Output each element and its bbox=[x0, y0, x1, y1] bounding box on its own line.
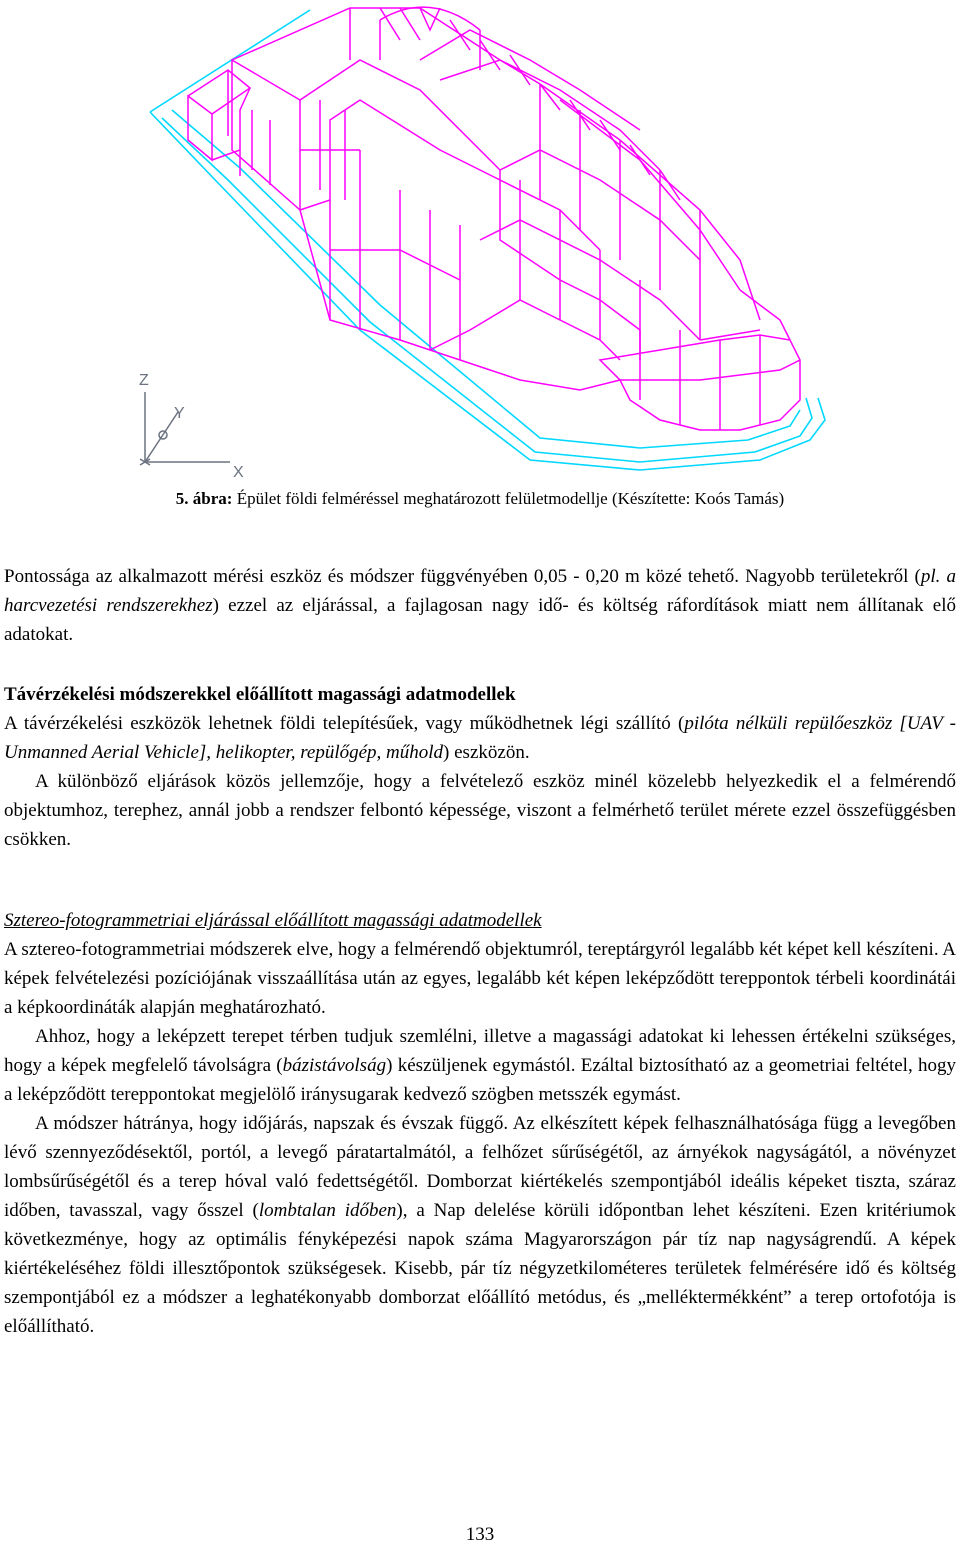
intro-text-2: ) ezzel az eljárással, a fajlagosan nagy idő- és költség ráfordítások miatt nem állítanak elő adatokat. bbox=[4, 595, 956, 645]
section-stereo-photogrammetry bbox=[4, 906, 956, 1341]
figure-caption-label: 5. ábra: bbox=[175, 489, 233, 508]
section2-paragraph-3 bbox=[4, 1109, 956, 1341]
intro-paragraph bbox=[4, 562, 956, 649]
s1p1-text-1: A távérzékelési eszközök lehetnek földi telepítésűek, vagy működhetnek légi szállító ( bbox=[4, 713, 685, 734]
section1-paragraph-1 bbox=[4, 709, 956, 767]
section2-paragraph-2 bbox=[4, 1022, 956, 1109]
intro-block bbox=[4, 562, 956, 649]
s1p1-italic: pilóta nélküli repülőeszköz [UAV - Unmanned Aerial Vehicle], helikopter, repülőgép, műhold bbox=[4, 713, 956, 763]
intro-text-1: Pontossága az alkalmazott mérési eszköz és módszer függvényében 0,05 - 0,20 m közé tehető. Nagyobb területekről ( bbox=[4, 566, 921, 587]
section-heading-stereo: Sztereo-fotogrammetriai eljárással előállított magassági adatmodellek bbox=[4, 910, 542, 931]
section-remote-sensing bbox=[4, 680, 956, 854]
s2p2-italic: bázistávolság bbox=[282, 1055, 387, 1076]
s2p2-text-2: ) készüljenek egymástól. Ezáltal biztosítható az a geometriai feltétel, hogy a leképződött tereppontokat megjelölő iránysugarak kedvező szögben metsszék egymást. bbox=[4, 1055, 956, 1105]
page-number: 133 bbox=[465, 1524, 495, 1545]
axis-gizmo bbox=[140, 392, 230, 465]
intro-italic: pl. a harcvezetési rendszerekhez bbox=[4, 566, 956, 616]
s2p2-text-1: Ahhoz, hogy a leképzett terepet térben tudjuk szemlélni, illetve a magassági adatokat ki lehessen értékelni szükséges, hogy a képek megfelelő távolságra ( bbox=[4, 1026, 956, 1076]
s2p3-italic: lombtalan időben bbox=[258, 1200, 397, 1221]
s1p1-text-2: ) eszközön. bbox=[443, 742, 530, 763]
figure-caption-text: Épület földi felméréssel meghatározott felületmodellje (Készítette: Koós Tamás) bbox=[232, 489, 785, 508]
axis-label-y: Y bbox=[174, 405, 185, 422]
building-wireframe-figure bbox=[120, 0, 840, 480]
s2p3-text-2: ), a Nap delelése körüli időpontban lehet készíteni. Ezen kritériumok következménye, hogy az optimális fényképezési napok száma Magyarországon pár tíz nap nagyságrendű. A képek kiértékeléséhez földi illesztőpontok szükségesek. Kisebb, pár tíz négyzetkilométeres területek felmérésére idő és költség szempontjából ez a módszer a leghatékonyabb domborzat előállító metódus, és „melléktermékként” a terep ortofotója is előállítható. bbox=[4, 1200, 956, 1337]
s2p3-text-1: A módszer hátránya, hogy időjárás, napszak és évszak függő. Az elkészített képek felhasználhatósága függ a levegőben lévő szennyeződésektől, portól, a levegő páratartalmától, a felhőzet sűrűségétől, az árnyékok nagyságától, a növényzet lombsűrűségétől és a terep hóval való fedettségétől. Domborzat kiértékelés szempontjából ideális képeket tiszta, száraz időben, tavasszal, vagy ősszel ( bbox=[4, 1113, 956, 1221]
axis-label-x: X bbox=[233, 464, 244, 480]
section1-paragraph-2: A különböző eljárások közös jellemzője, hogy a felvételező eszköz minél közelebb helyezkedik el a felmérendő objektumhoz, terephez, annál jobb a rendszer felbontó képessége, viszont a felmérhető terület mérete ezzel összefüggésben csökken. bbox=[4, 771, 956, 850]
building-model bbox=[188, 7, 800, 430]
section2-paragraph-1: A sztereo-fotogrammetriai módszerek elve, hogy a felmérendő objektumról, tereptárgyról legalább két képet kell készíteni. A képek felvételezési pozíciójának visszaállítása után az egyes, legalább két képen leképződött tereppontok térbeli koordinátái a képkoordináták alapján meghatározható. bbox=[4, 939, 956, 1018]
axis-label-z: Z bbox=[139, 372, 149, 389]
figure-caption bbox=[0, 488, 960, 510]
section-heading-remote-sensing: Távérzékelési módszerekkel előállított magassági adatmodellek bbox=[4, 684, 516, 705]
